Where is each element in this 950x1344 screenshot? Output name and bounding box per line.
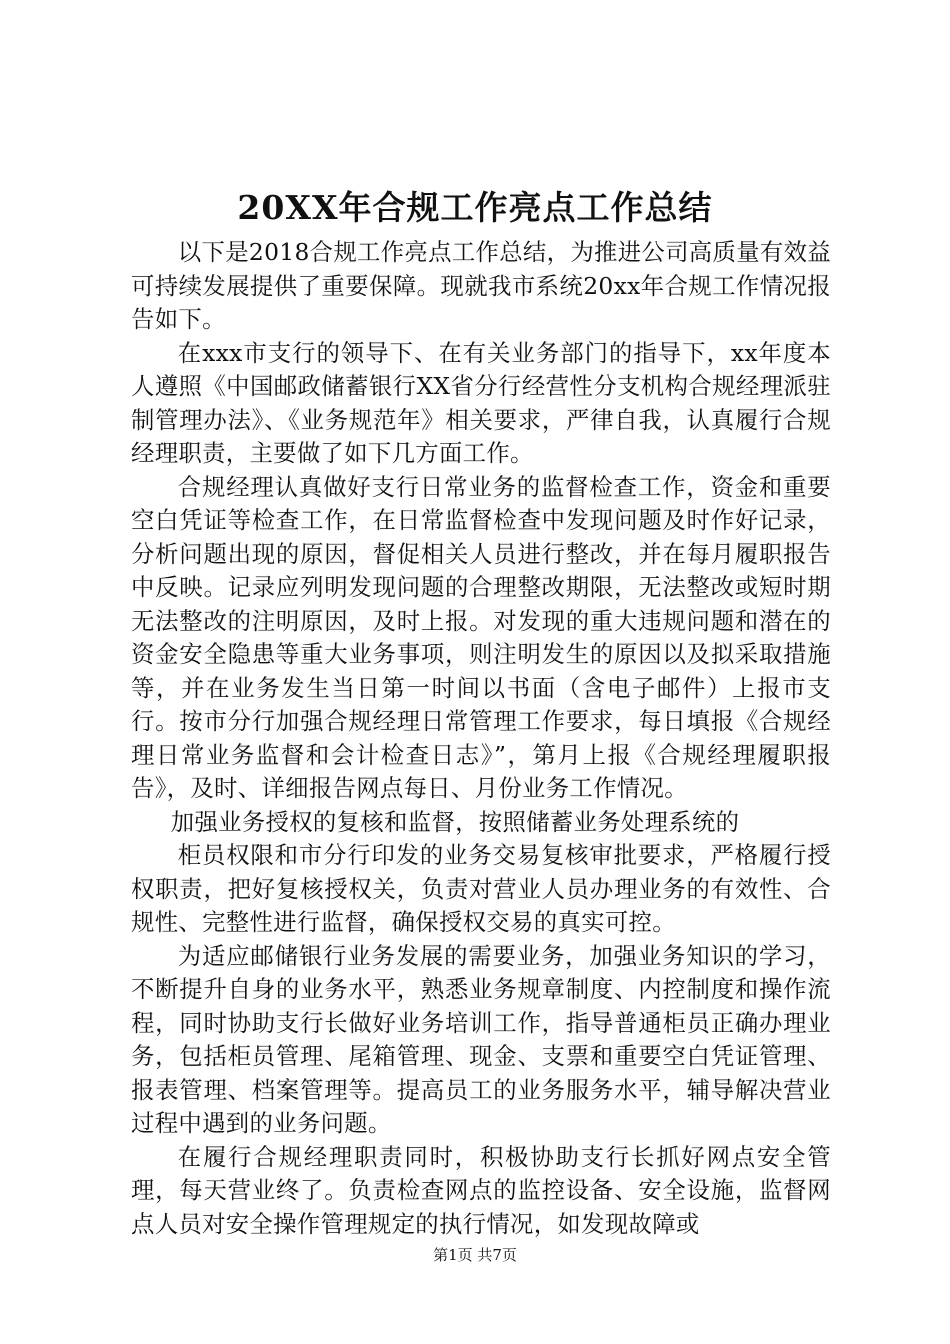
paragraph-training: 为适应邮储银行业务发展的需要业务，加强业务知识的学习，不断提升自身的业务水平，熟悉业务规章制度、内控制度和操作流程，同时协助支行长做好业务培训工作，指导普通柜员正确办理业务，包括柜员管理、尾箱管理、现金、支票和重要空白凭证管理、报表管理、档案管理等。提高员工的业务服务水平，辅导解决营业过程中遇到的业务问题。 [131,941,831,1137]
paragraph-intro: 以下是2018合规工作亮点工作总结，为推进公司高质量有效益可持续发展提供了重要保障。现就我市系统20xx年合规工作情况报告如下。 [131,238,831,333]
paragraph-leadership: 在xxx市支行的领导下、在有关业务部门的指导下，xx年度本人遵照《中国邮政储蓄银行XX省分行经营性分支机构合规经理派驻制管理办法》、《业务规范年》相关要求，严律自我，认真履行合规经理职责，主要做了如下几方面工作。 [131,338,831,467]
paragraph-authorization: 柜员权限和市分行印发的业务交易复核审批要求，严格履行授权职责，把好复核授权关，负责对营业人员办理业务的有效性、合规性、完整性进行监督，确保授权交易的真实可控。 [131,841,831,936]
paragraph-authorization-heading: 加强业务授权的复核和监督，按照储蓄业务处理系统的 [170,807,740,836]
document-body [131,236,831,1241]
paragraph-supervision: 合规经理认真做好支行日常业务的监督检查工作，资金和重要空白凭证等检查工作，在日常监督检查中发现问题及时作好记录，分析问题出现的原因，督促相关人员进行整改，并在每月履职报告中反映。记录应列明发现问题的合理整改期限，无法整改或短时期无法整改的注明原因，及时上报。对发现的重大违规问题和潜在的资金安全隐患等重大业务事项，则注明发生的原因以及拟采取措施等，并在业务发生当日第一时间以书面（含电子邮件）上报市支行。按市分行加强合规经理日常管理工作要求，每日填报《合规经理日常业务监督和会计检查日志》”，第月上报《合规经理履职报告》，及时、详细报告网点每日、月份业务工作情况。 [131,472,831,802]
page-footer: 第1页 共7页 [433,1246,517,1264]
paragraph-safety: 在履行合规经理职责同时，积极协助支行长抓好网点安全管理，每天营业终了。负责检查网点的监控设备、安全设施，监督网点人员对安全操作管理规定的执行情况，如发现故障或 [131,1142,831,1238]
document-title: 20XX年合规工作亮点工作总结 [237,188,713,227]
